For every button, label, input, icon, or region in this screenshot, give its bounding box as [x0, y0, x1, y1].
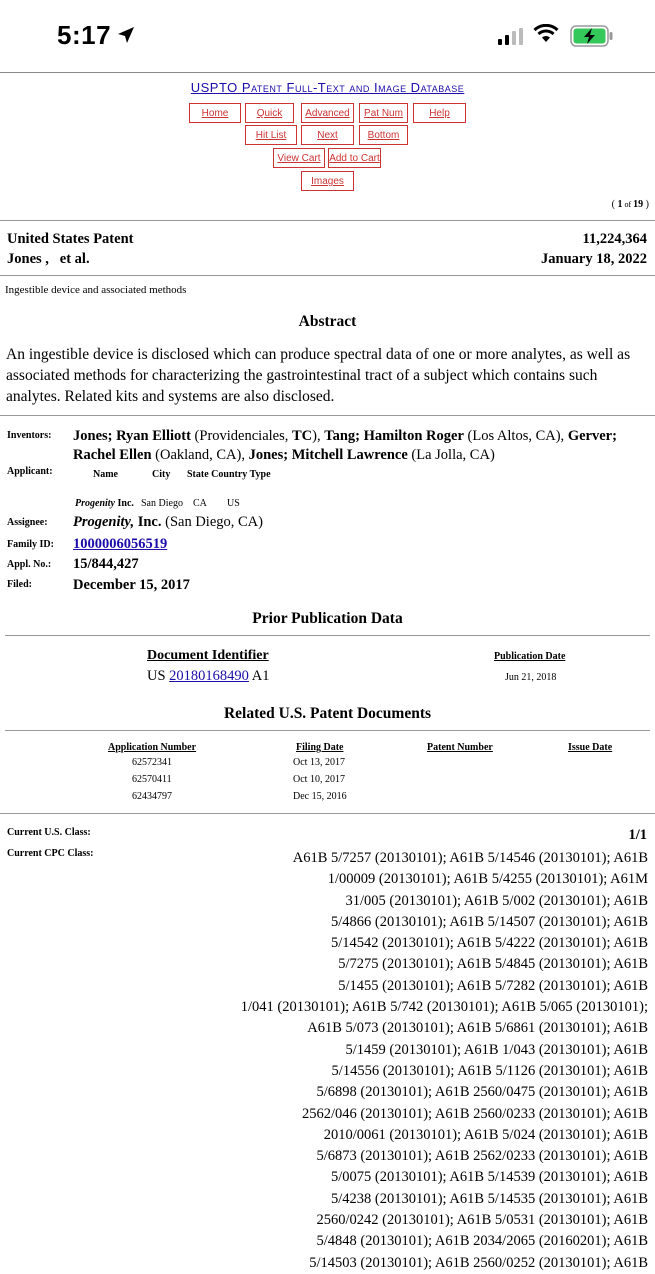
- battery-charging-icon: [570, 25, 614, 47]
- divider: [0, 220, 655, 221]
- cpc-line: 31/005 (20130101); A61B 5/002 (20130101); A61B: [345, 892, 648, 909]
- inventor: Tang; Hamilton Roger (Los Altos, CA),: [324, 428, 565, 444]
- patent-title: Ingestible device and associated methods: [5, 284, 187, 296]
- related-app-number: 62434797: [132, 791, 172, 802]
- divider: [0, 72, 655, 73]
- applicant-col-name: Name: [93, 469, 118, 480]
- family-id-label: Family ID:: [7, 539, 54, 550]
- divider: [5, 730, 650, 731]
- cpc-line: 5/14556 (20130101); A61B 5/1126 (20130101); A61B: [331, 1062, 648, 1079]
- abstract-text: An ingestible device is disclosed which can produce spectral data of one or more analytes, as well as associated methods for characterizing the gastrointestinal tract of a subject which contains such analytes. Related kits and systems are also disclosed.: [6, 346, 631, 405]
- divider: [0, 415, 655, 416]
- related-filing-date: Oct 13, 2017: [293, 757, 345, 768]
- cpc-line: 5/4866 (20130101); A61B 5/14507 (20130101); A61B: [331, 913, 648, 930]
- prior-pub-date: Jun 21, 2018: [505, 672, 557, 683]
- inventors-label: Inventors:: [7, 430, 52, 441]
- bottom-button[interactable]: Bottom: [359, 125, 408, 145]
- divider: [0, 275, 655, 276]
- cpc-line: 2560/0242 (20130101); A61B 5/0531 (20130101); A61B: [316, 1212, 648, 1229]
- cellular-signal-icon: [498, 28, 524, 46]
- images-button[interactable]: Images: [301, 171, 354, 191]
- prior-publication-heading: Prior Publication Data: [252, 610, 403, 627]
- prior-doc-id: US 20180168490 A1: [147, 668, 270, 684]
- appl-no-label: Appl. No.:: [7, 559, 52, 570]
- related-col-patent-number: Patent Number: [427, 742, 493, 753]
- related-app-number: 62572341: [132, 757, 172, 768]
- cpc-line: 5/4238 (20130101); A61B 5/14535 (20130101); A61B: [331, 1190, 648, 1207]
- patent-kind: United States Patent: [7, 231, 134, 247]
- cpc-line: 5/14503 (20130101); A61B 2560/0252 (20130101); A61B: [309, 1254, 648, 1271]
- cpc-line: A61B 5/7257 (20130101); A61B 5/14546 (20130101); A61B: [292, 850, 648, 866]
- result-counter: ( 1 of 19 ): [611, 199, 649, 210]
- us-class-label: Current U.S. Class:: [7, 827, 91, 838]
- applicant-country: US: [227, 498, 240, 509]
- inventor: Gerver; Rachel Ellen (Oakland, CA),: [73, 428, 617, 463]
- applicant-city: San Diego: [141, 498, 183, 509]
- wifi-icon: [533, 24, 559, 44]
- home-button[interactable]: Home: [189, 103, 241, 123]
- cpc-line: 5/1459 (20130101); A61B 1/043 (20130101); A61B: [345, 1041, 648, 1058]
- applicant-state: CA: [193, 498, 207, 509]
- inventor: Jones; Ryan Elliott (Providenciales, TC),: [73, 428, 321, 444]
- divider: [5, 635, 650, 636]
- applicant-col-city: City: [152, 469, 171, 480]
- assignee-label: Assignee:: [7, 517, 48, 528]
- cpc-line: 5/14542 (20130101); A61B 5/4222 (20130101); A61B: [331, 935, 648, 952]
- applicant-col-state-country-type: State Country Type: [187, 469, 271, 480]
- cpc-line: 1/041 (20130101); A61B 5/742 (20130101); A61B 5/065 (20130101);: [240, 999, 648, 1016]
- prior-doc-link[interactable]: 20180168490: [169, 668, 249, 684]
- related-col-app-number: Application Number: [108, 742, 197, 753]
- applicant-name: Progenity Inc.: [75, 498, 134, 509]
- us-class-value: 1/1: [628, 827, 647, 843]
- view-cart-button[interactable]: View Cart: [273, 148, 325, 168]
- help-button[interactable]: Help: [413, 103, 466, 123]
- family-id-link[interactable]: 1000006056519: [73, 536, 168, 552]
- status-time: 5:17: [57, 20, 112, 50]
- cpc-line: 5/1455 (20130101); A61B 5/7282 (20130101); A61B: [338, 977, 648, 994]
- cpc-line: 5/6898 (20130101); A61B 2560/0475 (20130101); A61B: [316, 1084, 648, 1101]
- status-bar: [0, 0, 655, 72]
- cpc-line: 2562/046 (20130101); A61B 2560/0233 (20130101); A61B: [302, 1105, 648, 1122]
- assignee-value: Progenity, Inc. (San Diego, CA): [73, 514, 263, 530]
- related-docs-heading: Related U.S. Patent Documents: [223, 705, 432, 722]
- cpc-line: 2010/0061 (20130101); A61B 5/024 (20130101); A61B: [323, 1126, 648, 1143]
- related-filing-date: Oct 10, 2017: [293, 774, 345, 785]
- quick-button[interactable]: Quick: [245, 103, 294, 123]
- database-title-link[interactable]: USPTO Patent Full-Text and Image Database: [190, 80, 465, 95]
- divider: [0, 813, 655, 814]
- cpc-line: 5/4848 (20130101); A61B 2034/2065 (20160201); A61B: [316, 1233, 648, 1250]
- inventors-list: [73, 427, 648, 465]
- filed-value: December 15, 2017: [73, 577, 190, 593]
- filed-label: Filed:: [7, 579, 32, 590]
- cpc-line: 5/7275 (20130101); A61B 5/4845 (20130101); A61B: [338, 956, 648, 973]
- patent-date: January 18, 2022: [541, 251, 647, 267]
- prior-col-doc-identifier: Document Identifier: [147, 648, 269, 663]
- advanced-button[interactable]: Advanced: [301, 103, 354, 123]
- prior-col-pub-date: Publication Date: [494, 651, 566, 662]
- cpc-line: A61B 5/073 (20130101); A61B 5/6861 (20130101); A61B: [307, 1020, 648, 1037]
- hit-list-button[interactable]: Hit List: [245, 125, 297, 145]
- cpc-class-list: [210, 848, 648, 1274]
- patent-number: 11,224,364: [582, 231, 647, 247]
- related-app-number: 62570411: [132, 774, 172, 785]
- next-button[interactable]: Next: [301, 125, 354, 145]
- appl-no-value: 15/844,427: [73, 556, 139, 572]
- inventor: Jones; Mitchell Lawrence (La Jolla, CA): [248, 447, 495, 463]
- cpc-line: 5/6873 (20130101); A61B 2562/0233 (20130101); A61B: [316, 1148, 648, 1165]
- applicant-label: Applicant:: [7, 466, 53, 477]
- cpc-line: 1/00009 (20130101); A61B 5/4255 (20130101); A61M: [327, 871, 648, 888]
- patent-inventor-short: Jones , et al.: [7, 251, 90, 267]
- related-filing-date: Dec 15, 2016: [293, 791, 347, 802]
- abstract-heading: Abstract: [298, 313, 357, 330]
- related-col-issue-date: Issue Date: [568, 742, 613, 753]
- location-arrow-icon: [117, 26, 135, 44]
- cpc-line: 5/0075 (20130101); A61B 5/14539 (20130101); A61B: [331, 1169, 648, 1186]
- pat-num-button[interactable]: Pat Num: [359, 103, 408, 123]
- add-to-cart-button[interactable]: Add to Cart: [328, 148, 381, 168]
- related-col-filing-date: Filing Date: [296, 742, 344, 753]
- cpc-class-label: Current CPC Class:: [7, 848, 94, 859]
